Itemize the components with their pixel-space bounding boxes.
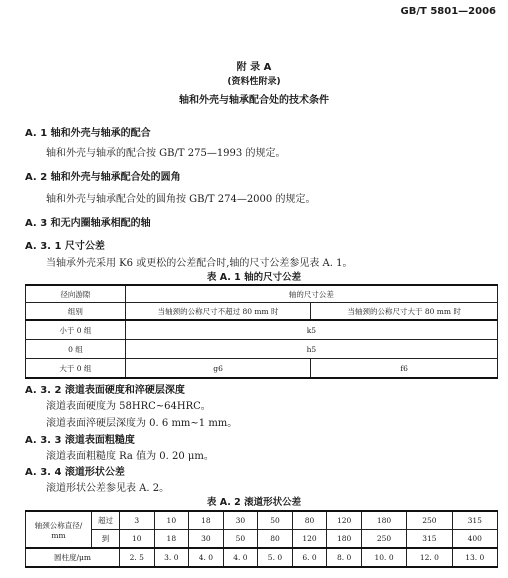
- over-value: 180: [361, 511, 406, 530]
- group-header-2: 组别: [26, 303, 126, 321]
- sub-header-left: 当轴颈的公称尺寸不超过 80 mm 时: [125, 303, 311, 321]
- section-a3-heading: A. 3 和无内圈轴承相配的轴: [25, 218, 151, 229]
- section-a1-text: 轴和外壳与轴承的配合按 GB/T 275—1993 的规定。: [46, 148, 286, 159]
- row-value-left: g6: [125, 359, 311, 379]
- appendix-nature: (资料性附录): [227, 77, 281, 87]
- over-value: 10: [154, 511, 189, 530]
- group-header: 径向游隙: [26, 285, 126, 303]
- section-a32-text2: 滚道表面淬硬层深度为 0. 6 mm~1 mm。: [46, 418, 238, 429]
- over-value: 120: [327, 511, 362, 530]
- table-a2: [25, 510, 498, 568]
- over-value: 30: [223, 511, 258, 530]
- over-value: 80: [292, 511, 327, 530]
- upto-label: 到: [92, 530, 120, 549]
- upto-value: 180: [327, 530, 362, 549]
- table1-caption: 表 A. 1 轴的尺寸公差: [206, 272, 302, 283]
- table-a1: [25, 284, 498, 379]
- sub-header-right: 当轴颈的公称尺寸大于 80 mm 时: [311, 303, 498, 321]
- row-label: 0 组: [26, 340, 126, 359]
- over-value: 18: [189, 511, 224, 530]
- upto-value: 10: [120, 530, 155, 549]
- over-value: 250: [407, 511, 452, 530]
- upto-value: 400: [452, 530, 497, 549]
- cylindricity-value: 13. 0: [452, 548, 497, 567]
- cylindricity-value: 10. 0: [361, 548, 406, 567]
- section-a33-heading: A. 3. 3 滚道表面粗糙度: [25, 435, 135, 446]
- cylindricity-value: 4. 0: [223, 548, 258, 567]
- section-a34-text: 滚道形状公差参见表 A. 2。: [46, 483, 170, 494]
- row-label: 小于 0 组: [26, 320, 126, 340]
- over-value: 315: [452, 511, 497, 530]
- section-a31-heading: A. 3. 1 尺寸公差: [25, 241, 105, 252]
- tol-header: 轴的尺寸公差: [125, 285, 497, 303]
- cylindricity-value: 4. 0: [189, 548, 224, 567]
- cylindricity-value: 5. 0: [258, 548, 293, 567]
- upto-value: 315: [407, 530, 452, 549]
- over-label: 超过: [92, 511, 120, 530]
- row-value: k5: [125, 320, 497, 340]
- section-a1-heading: A. 1 轴和外壳与轴承的配合: [25, 128, 151, 139]
- upto-value: 250: [361, 530, 406, 549]
- section-a32-text1: 滚道表面硬度为 58HRC~64HRC。: [46, 401, 211, 412]
- section-a33-text: 滚道表面粗糙度 Ra 值为 0. 20 μm。: [46, 451, 214, 462]
- upto-value: 80: [258, 530, 293, 549]
- appendix-subtitle: 轴和外壳与轴承配合处的技术条件: [179, 95, 329, 106]
- cylindricity-value: 12. 0: [407, 548, 452, 567]
- section-a2-text: 轴和外壳与轴承配合处的圆角按 GB/T 274—2000 的规定。: [46, 194, 316, 205]
- over-value: 50: [258, 511, 293, 530]
- cylindricity-value: 3. 0: [154, 548, 189, 567]
- section-a2-heading: A. 2 轴和外壳与轴承配合处的圆角: [25, 172, 181, 183]
- cylindricity-value: 8. 0: [327, 548, 362, 567]
- section-a31-text: 当轴承外壳采用 K6 或更松的公差配合时,轴的尺寸公差参见表 A. 1。: [46, 258, 353, 269]
- row-value: h5: [125, 340, 497, 359]
- section-a32-heading: A. 3. 2 滚道表面硬度和淬硬层深度: [25, 385, 185, 396]
- upto-value: 120: [292, 530, 327, 549]
- row-label: 大于 0 组: [26, 359, 126, 379]
- section-a34-heading: A. 3. 4 滚道形状公差: [25, 467, 125, 478]
- diameter-label-line1: 轴颈公称直径/: [34, 520, 83, 530]
- row-value-right: f6: [311, 359, 498, 379]
- cylindricity-label: 圆柱度/μm: [26, 548, 120, 567]
- table2-caption: 表 A. 2 滚道形状公差: [206, 497, 302, 508]
- diameter-label-line2: mm: [51, 530, 66, 540]
- over-value: 3: [120, 511, 155, 530]
- upto-value: 50: [223, 530, 258, 549]
- cylindricity-value: 6. 0: [292, 548, 327, 567]
- diameter-label: [26, 511, 92, 548]
- appendix-title: 附 录 A: [236, 62, 272, 73]
- upto-value: 30: [189, 530, 224, 549]
- standard-number: GB/T 5801—2006: [400, 6, 496, 17]
- upto-value: 18: [154, 530, 189, 549]
- cylindricity-value: 2. 5: [120, 548, 155, 567]
